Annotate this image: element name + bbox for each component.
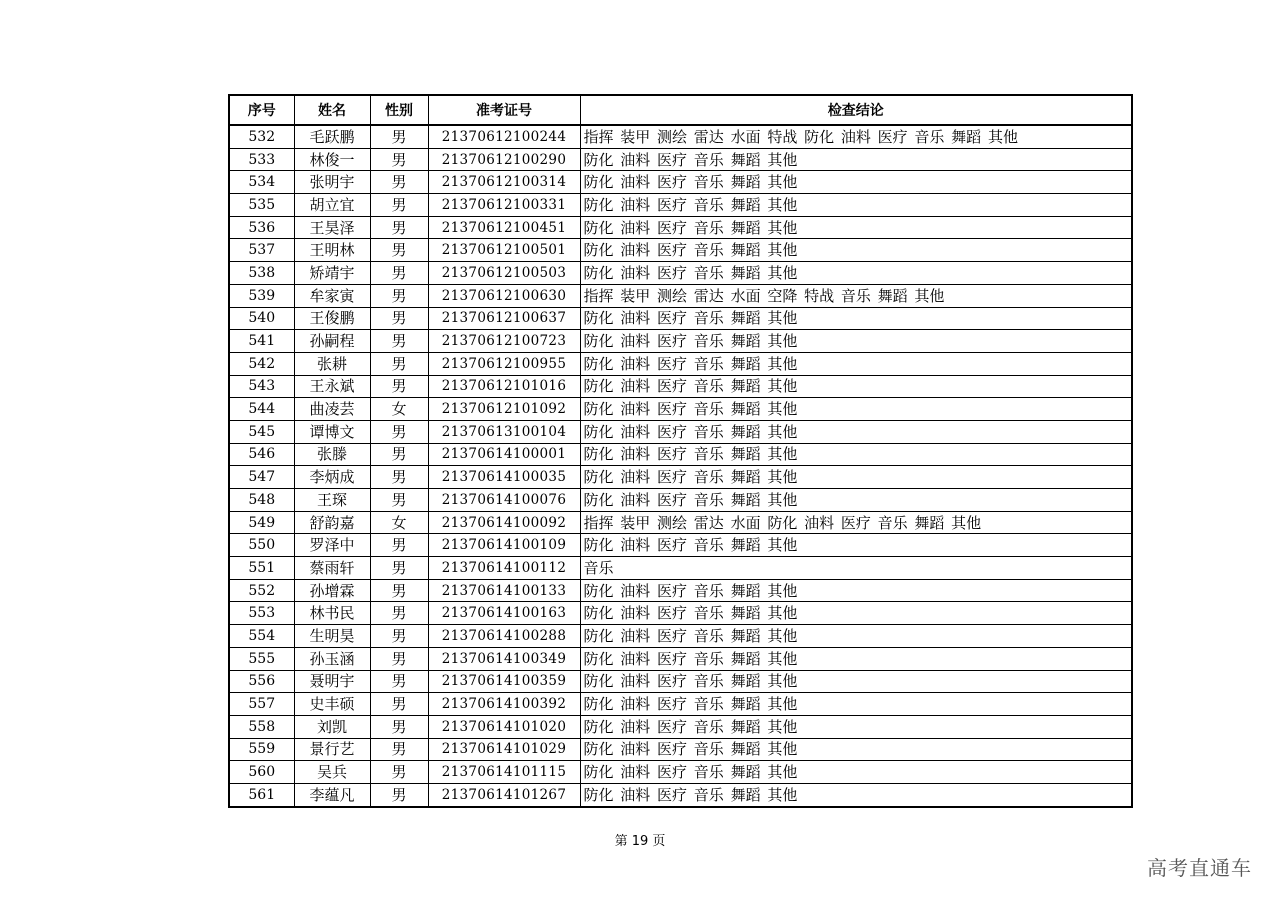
- cell-ticket-number: 21370612100501: [428, 239, 580, 262]
- table-row: [229, 534, 1132, 557]
- table-row: [229, 352, 1132, 375]
- cell-name: 王俊鹏: [294, 307, 370, 330]
- cell-gender: 男: [370, 557, 428, 580]
- cell-seq: 539: [229, 284, 294, 307]
- table-row: [229, 239, 1132, 262]
- cell-gender: 男: [370, 216, 428, 239]
- table-row: [229, 579, 1132, 602]
- cell-seq: 542: [229, 352, 294, 375]
- cell-seq: 536: [229, 216, 294, 239]
- table-row: [229, 738, 1132, 761]
- inspection-results-table: [228, 94, 1133, 808]
- cell-seq: 532: [229, 125, 294, 148]
- cell-result: 防化 油料 医疗 音乐 舞蹈 其他: [580, 443, 1132, 466]
- table-row: [229, 375, 1132, 398]
- cell-gender: 男: [370, 783, 428, 806]
- cell-gender: 女: [370, 398, 428, 421]
- cell-gender: 男: [370, 579, 428, 602]
- cell-ticket-number: 21370612100955: [428, 352, 580, 375]
- table-row: [229, 420, 1132, 443]
- cell-seq: 534: [229, 171, 294, 194]
- cell-name: 张耕: [294, 352, 370, 375]
- cell-name: 孙玉涵: [294, 647, 370, 670]
- table-row: [229, 715, 1132, 738]
- cell-name: 景行艺: [294, 738, 370, 761]
- cell-name: 牟家寅: [294, 284, 370, 307]
- table-row: [229, 284, 1132, 307]
- cell-ticket-number: 21370614101020: [428, 715, 580, 738]
- cell-result: 防化 油料 医疗 音乐 舞蹈 其他: [580, 489, 1132, 512]
- cell-name: 舒韵嘉: [294, 511, 370, 534]
- cell-seq: 535: [229, 194, 294, 217]
- cell-ticket-number: 21370612101092: [428, 398, 580, 421]
- cell-result: 防化 油料 医疗 音乐 舞蹈 其他: [580, 307, 1132, 330]
- cell-ticket-number: 21370612100630: [428, 284, 580, 307]
- cell-result: 防化 油料 医疗 音乐 舞蹈 其他: [580, 761, 1132, 784]
- header-result: 检查结论: [580, 95, 1132, 125]
- cell-ticket-number: 21370612100314: [428, 171, 580, 194]
- cell-ticket-number: 21370614100109: [428, 534, 580, 557]
- cell-ticket-number: 21370614100359: [428, 670, 580, 693]
- table-row: [229, 466, 1132, 489]
- cell-name: 张滕: [294, 443, 370, 466]
- table-row: [229, 647, 1132, 670]
- cell-name: 吴兵: [294, 761, 370, 784]
- cell-gender: 男: [370, 262, 428, 285]
- cell-seq: 543: [229, 375, 294, 398]
- cell-result: 指挥 装甲 测绘 雷达 水面 防化 油料 医疗 音乐 舞蹈 其他: [580, 511, 1132, 534]
- cell-name: 胡立宜: [294, 194, 370, 217]
- cell-seq: 547: [229, 466, 294, 489]
- table-row: [229, 489, 1132, 512]
- cell-seq: 558: [229, 715, 294, 738]
- cell-ticket-number: 21370612100244: [428, 125, 580, 148]
- cell-gender: 男: [370, 125, 428, 148]
- cell-ticket-number: 21370612100723: [428, 330, 580, 353]
- cell-gender: 男: [370, 443, 428, 466]
- cell-gender: 男: [370, 534, 428, 557]
- cell-seq: 540: [229, 307, 294, 330]
- cell-name: 毛跃鹏: [294, 125, 370, 148]
- cell-ticket-number: 21370612100637: [428, 307, 580, 330]
- cell-gender: 女: [370, 511, 428, 534]
- cell-name: 史丰硕: [294, 693, 370, 716]
- cell-gender: 男: [370, 647, 428, 670]
- cell-seq: 538: [229, 262, 294, 285]
- cell-gender: 男: [370, 625, 428, 648]
- cell-ticket-number: 21370614100392: [428, 693, 580, 716]
- header-name: 姓名: [294, 95, 370, 125]
- cell-name: 王昊泽: [294, 216, 370, 239]
- watermark-text: 高考直通车: [1147, 856, 1252, 880]
- cell-gender: 男: [370, 375, 428, 398]
- cell-ticket-number: 21370614101115: [428, 761, 580, 784]
- cell-result: 防化 油料 医疗 音乐 舞蹈 其他: [580, 625, 1132, 648]
- cell-name: 刘凯: [294, 715, 370, 738]
- cell-ticket-number: 21370612101016: [428, 375, 580, 398]
- cell-seq: 556: [229, 670, 294, 693]
- cell-seq: 559: [229, 738, 294, 761]
- cell-result: 防化 油料 医疗 音乐 舞蹈 其他: [580, 194, 1132, 217]
- cell-result: 防化 油料 医疗 音乐 舞蹈 其他: [580, 330, 1132, 353]
- cell-result: 防化 油料 医疗 音乐 舞蹈 其他: [580, 738, 1132, 761]
- table-row: [229, 216, 1132, 239]
- cell-gender: 男: [370, 693, 428, 716]
- table-row: [229, 602, 1132, 625]
- cell-ticket-number: 21370612100451: [428, 216, 580, 239]
- cell-result: 防化 油料 医疗 音乐 舞蹈 其他: [580, 375, 1132, 398]
- cell-seq: 533: [229, 148, 294, 171]
- table-row: [229, 783, 1132, 806]
- cell-gender: 男: [370, 670, 428, 693]
- cell-gender: 男: [370, 307, 428, 330]
- cell-ticket-number: 21370612100290: [428, 148, 580, 171]
- cell-name: 李炳成: [294, 466, 370, 489]
- cell-seq: 545: [229, 420, 294, 443]
- cell-gender: 男: [370, 148, 428, 171]
- cell-name: 林书民: [294, 602, 370, 625]
- cell-result: 音乐: [580, 557, 1132, 580]
- cell-name: 林俊一: [294, 148, 370, 171]
- cell-gender: 男: [370, 239, 428, 262]
- table-row: [229, 171, 1132, 194]
- cell-seq: 554: [229, 625, 294, 648]
- cell-seq: 550: [229, 534, 294, 557]
- table-row: [229, 125, 1132, 148]
- cell-result: 指挥 装甲 测绘 雷达 水面 特战 防化 油料 医疗 音乐 舞蹈 其他: [580, 125, 1132, 148]
- header-ticket-number: 准考证号: [428, 95, 580, 125]
- cell-gender: 男: [370, 489, 428, 512]
- header-gender: 性别: [370, 95, 428, 125]
- cell-name: 蔡雨轩: [294, 557, 370, 580]
- cell-result: 防化 油料 医疗 音乐 舞蹈 其他: [580, 670, 1132, 693]
- cell-result: 防化 油料 医疗 音乐 舞蹈 其他: [580, 239, 1132, 262]
- cell-seq: 549: [229, 511, 294, 534]
- cell-result: 防化 油料 医疗 音乐 舞蹈 其他: [580, 715, 1132, 738]
- cell-gender: 男: [370, 761, 428, 784]
- cell-ticket-number: 21370614100163: [428, 602, 580, 625]
- header-seq: 序号: [229, 95, 294, 125]
- cell-ticket-number: 21370614101029: [428, 738, 580, 761]
- cell-seq: 561: [229, 783, 294, 806]
- cell-ticket-number: 21370614100133: [428, 579, 580, 602]
- cell-ticket-number: 21370614100001: [428, 443, 580, 466]
- cell-result: 防化 油料 医疗 音乐 舞蹈 其他: [580, 602, 1132, 625]
- table-row: [229, 693, 1132, 716]
- cell-ticket-number: 21370614100076: [428, 489, 580, 512]
- cell-name: 矫靖宇: [294, 262, 370, 285]
- cell-gender: 男: [370, 194, 428, 217]
- cell-name: 王永斌: [294, 375, 370, 398]
- cell-result: 防化 油料 医疗 音乐 舞蹈 其他: [580, 783, 1132, 806]
- cell-result: 防化 油料 医疗 音乐 舞蹈 其他: [580, 420, 1132, 443]
- cell-ticket-number: 21370613100104: [428, 420, 580, 443]
- cell-result: 防化 油料 医疗 音乐 舞蹈 其他: [580, 534, 1132, 557]
- cell-ticket-number: 21370614100349: [428, 647, 580, 670]
- cell-name: 王琛: [294, 489, 370, 512]
- cell-seq: 548: [229, 489, 294, 512]
- table-row: [229, 148, 1132, 171]
- cell-name: 张明宇: [294, 171, 370, 194]
- cell-gender: 男: [370, 738, 428, 761]
- cell-result: 防化 油料 医疗 音乐 舞蹈 其他: [580, 579, 1132, 602]
- cell-name: 孙嗣程: [294, 330, 370, 353]
- cell-seq: 546: [229, 443, 294, 466]
- cell-name: 王明林: [294, 239, 370, 262]
- table-row: [229, 625, 1132, 648]
- table-row: [229, 330, 1132, 353]
- cell-name: 曲凌芸: [294, 398, 370, 421]
- cell-result: 防化 油料 医疗 音乐 舞蹈 其他: [580, 647, 1132, 670]
- cell-result: 指挥 装甲 测绘 雷达 水面 空降 特战 音乐 舞蹈 其他: [580, 284, 1132, 307]
- cell-ticket-number: 21370612100503: [428, 262, 580, 285]
- cell-seq: 560: [229, 761, 294, 784]
- cell-seq: 557: [229, 693, 294, 716]
- table-row: [229, 262, 1132, 285]
- cell-gender: 男: [370, 420, 428, 443]
- cell-result: 防化 油料 医疗 音乐 舞蹈 其他: [580, 352, 1132, 375]
- cell-ticket-number: 21370614100288: [428, 625, 580, 648]
- cell-seq: 555: [229, 647, 294, 670]
- cell-gender: 男: [370, 284, 428, 307]
- cell-name: 聂明宇: [294, 670, 370, 693]
- cell-name: 孙增霖: [294, 579, 370, 602]
- cell-gender: 男: [370, 466, 428, 489]
- table-row: [229, 670, 1132, 693]
- cell-gender: 男: [370, 352, 428, 375]
- cell-seq: 537: [229, 239, 294, 262]
- cell-result: 防化 油料 医疗 音乐 舞蹈 其他: [580, 171, 1132, 194]
- cell-result: 防化 油料 医疗 音乐 舞蹈 其他: [580, 262, 1132, 285]
- page-number: 第 19 页: [614, 834, 666, 849]
- table-row: [229, 557, 1132, 580]
- table-row: [229, 511, 1132, 534]
- cell-ticket-number: 21370614100035: [428, 466, 580, 489]
- cell-gender: 男: [370, 602, 428, 625]
- cell-ticket-number: 21370614101267: [428, 783, 580, 806]
- cell-result: 防化 油料 医疗 音乐 舞蹈 其他: [580, 398, 1132, 421]
- cell-ticket-number: 21370612100331: [428, 194, 580, 217]
- cell-result: 防化 油料 医疗 音乐 舞蹈 其他: [580, 466, 1132, 489]
- cell-ticket-number: 21370614100112: [428, 557, 580, 580]
- cell-name: 罗泽中: [294, 534, 370, 557]
- table-row: [229, 398, 1132, 421]
- cell-name: 生明昊: [294, 625, 370, 648]
- cell-seq: 541: [229, 330, 294, 353]
- table-row: [229, 194, 1132, 217]
- cell-result: 防化 油料 医疗 音乐 舞蹈 其他: [580, 216, 1132, 239]
- table-body: [229, 125, 1132, 807]
- table-row: [229, 761, 1132, 784]
- table-header-row: [229, 95, 1132, 125]
- cell-seq: 552: [229, 579, 294, 602]
- cell-result: 防化 油料 医疗 音乐 舞蹈 其他: [580, 148, 1132, 171]
- cell-gender: 男: [370, 171, 428, 194]
- cell-name: 李蕴凡: [294, 783, 370, 806]
- cell-gender: 男: [370, 715, 428, 738]
- cell-ticket-number: 21370614100092: [428, 511, 580, 534]
- cell-result: 防化 油料 医疗 音乐 舞蹈 其他: [580, 693, 1132, 716]
- cell-seq: 551: [229, 557, 294, 580]
- table-row: [229, 443, 1132, 466]
- table-row: [229, 307, 1132, 330]
- cell-gender: 男: [370, 330, 428, 353]
- cell-seq: 544: [229, 398, 294, 421]
- cell-seq: 553: [229, 602, 294, 625]
- cell-name: 谭博文: [294, 420, 370, 443]
